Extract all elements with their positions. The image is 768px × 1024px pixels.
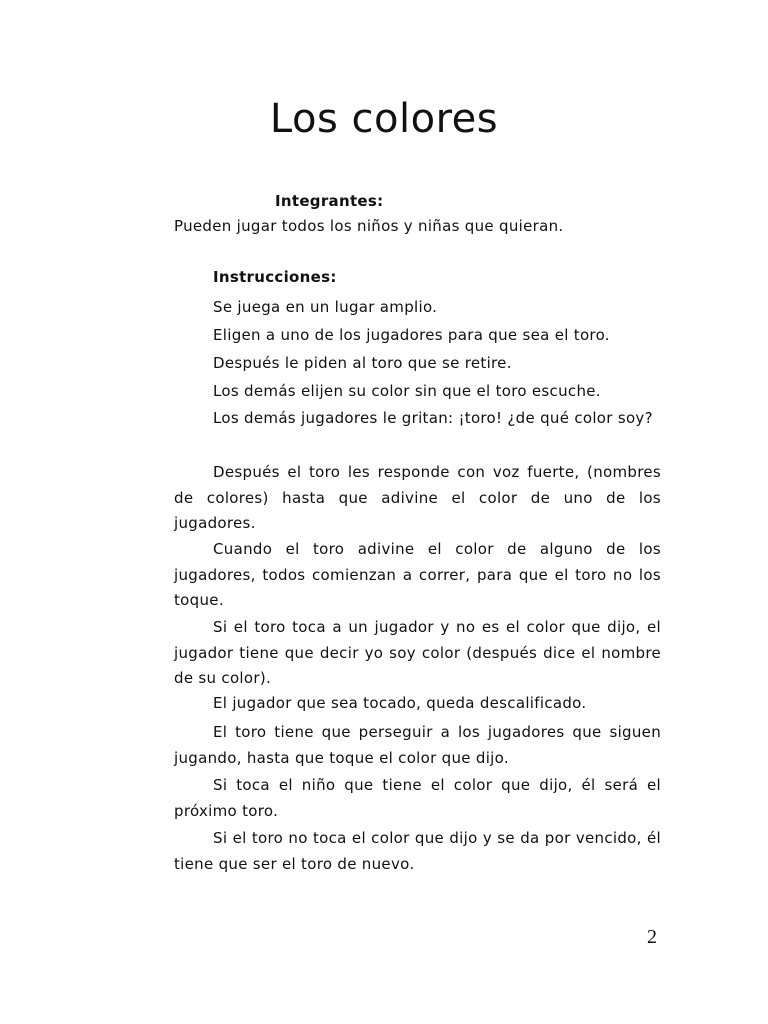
page-number: 2 (647, 926, 657, 948)
page-title: Los colores (269, 96, 499, 142)
instruction-paragraph: Si toca el niño que tiene el color que dijo, él será el próximo toro. (174, 776, 661, 820)
instruction-paragraph: Cuando el toro adivine el color de alguno de los jugadores, todos comienzan a correr, para que el toro no los toque. (174, 540, 661, 609)
instruction-paragraph: Después el toro les responde con voz fuerte, (nombres de colores) hasta que adivine el color de uno de los jugadores. (174, 463, 661, 532)
instruction-paragraph: Los demás jugadores le gritan: ¡toro! ¿de qué color soy? (213, 409, 653, 427)
instruction-paragraph: Si el toro toca a un jugador y no es el color que dijo, el jugador tiene que decir yo soy color (después dice el nombre de su color). (174, 618, 661, 687)
instruction-paragraph: El jugador que sea tocado, queda descalificado. (213, 694, 587, 712)
instruction-line: Después le piden al toro que se retire. (213, 354, 512, 372)
integrantes-heading: Integrantes: (275, 192, 384, 210)
instruction-line: Los demás elijen su color sin que el toro escuche. (213, 382, 601, 400)
instrucciones-heading: Instrucciones: (213, 268, 337, 286)
integrantes-text: Pueden jugar todos los niños y niñas que quieran. (174, 217, 564, 235)
instruction-paragraph: El toro tiene que perseguir a los jugadores que siguen jugando, hasta que toque el color que dijo. (174, 723, 661, 767)
instruction-line: Se juega en un lugar amplio. (213, 298, 438, 316)
instruction-paragraph: Si el toro no toca el color que dijo y se da por vencido, él tiene que ser el toro de nuevo. (174, 829, 661, 873)
instruction-line: Eligen a uno de los jugadores para que sea el toro. (213, 326, 610, 344)
